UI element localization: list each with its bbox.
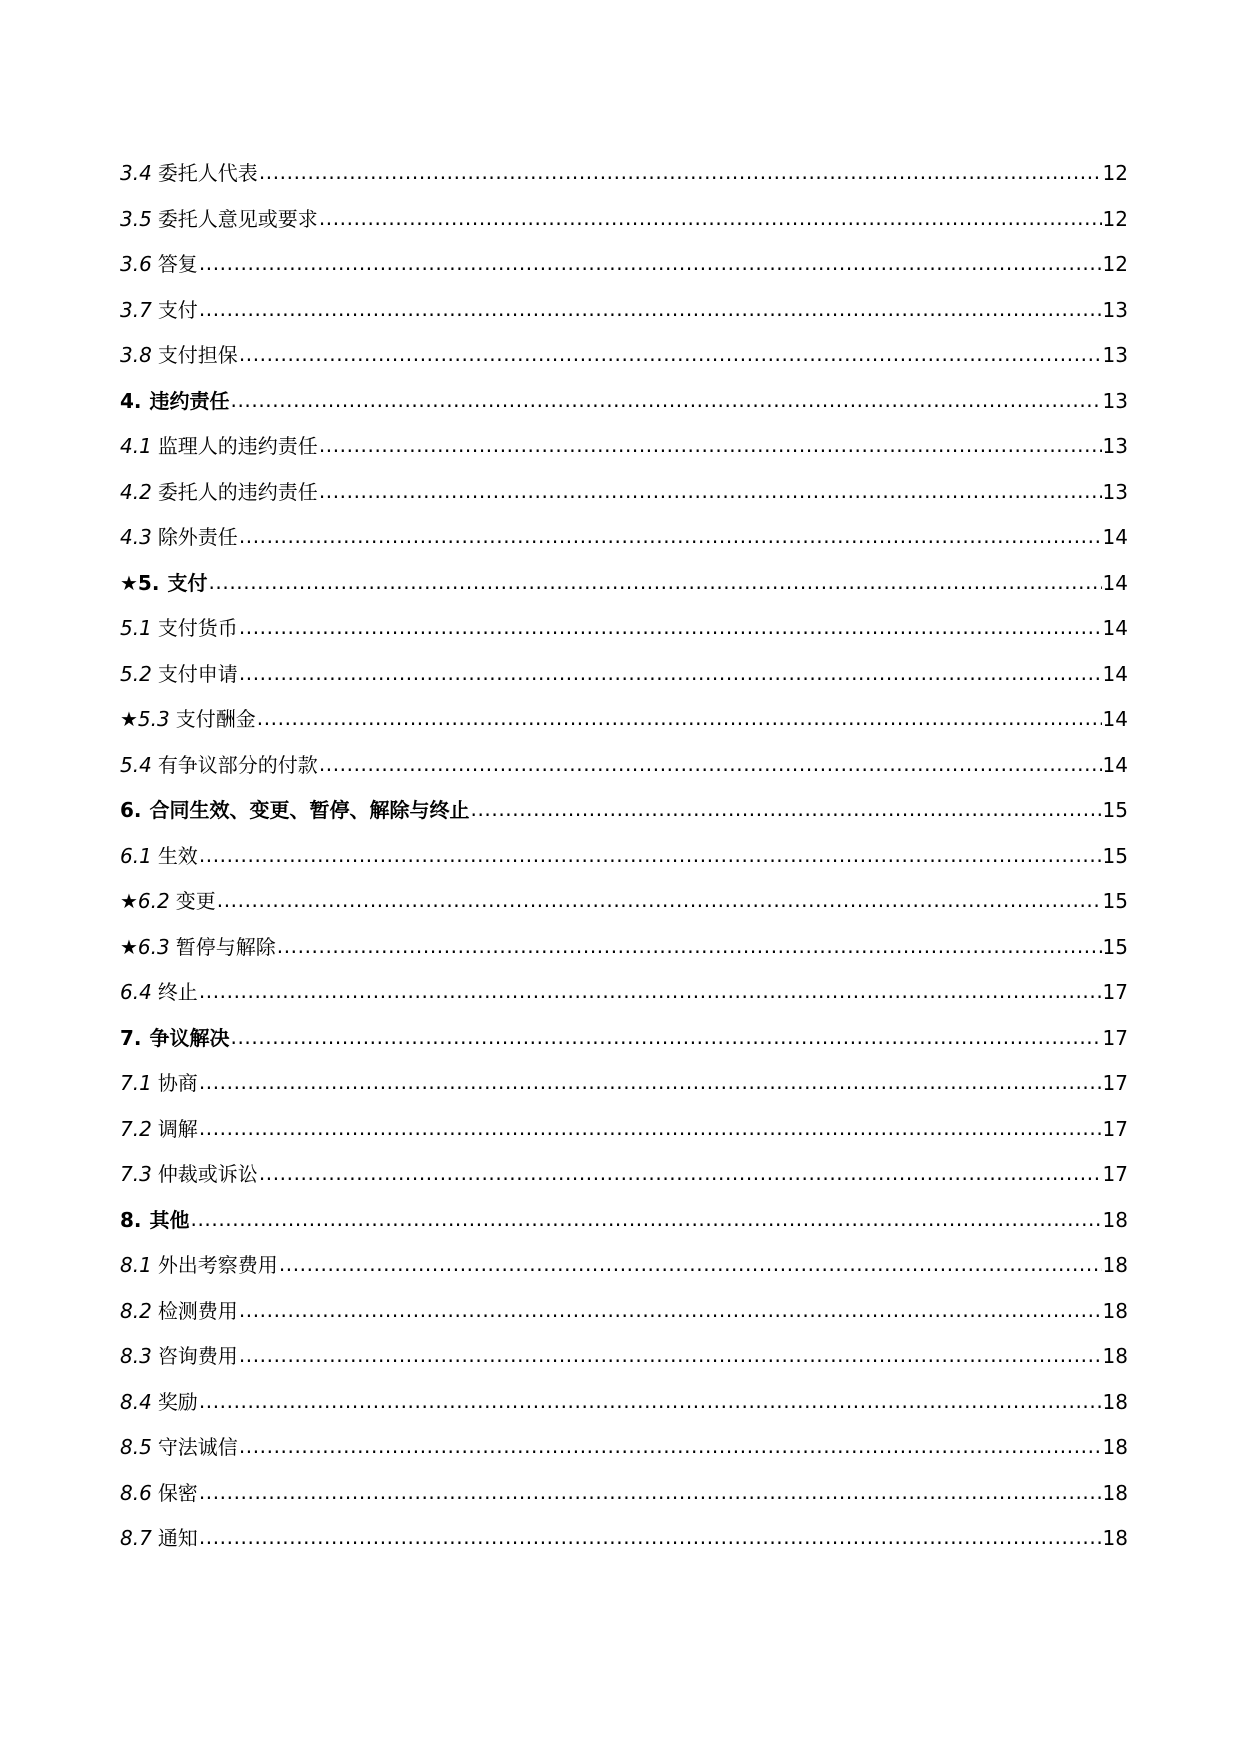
toc-dot-leader (239, 341, 1102, 367)
toc-dot-leader (199, 1388, 1102, 1414)
toc-page-number: 13 (1102, 297, 1128, 322)
toc-dot-leader (259, 159, 1102, 185)
toc-entry-number: 7. (120, 1025, 142, 1050)
toc-entry-number: 8.5 (120, 1435, 152, 1459)
toc-entry-number: 5.4 (120, 752, 152, 777)
toc-chapter-entry[interactable] (120, 1025, 1128, 1071)
toc-page-number: 15 (1102, 889, 1128, 913)
toc-page-number: 17 (1102, 980, 1128, 1004)
toc-section-entry[interactable] (120, 752, 1128, 798)
toc-dot-leader (239, 614, 1102, 640)
toc-entry-title: 暂停与解除 (175, 934, 276, 959)
toc-entry-number: ★6.3 (120, 934, 170, 959)
toc-dot-leader (279, 1251, 1102, 1277)
toc-dot-leader (257, 705, 1102, 731)
toc-entry-number: 3.8 (120, 343, 152, 367)
toc-section-entry[interactable] (120, 934, 1128, 980)
toc-section-entry[interactable] (120, 1343, 1128, 1389)
toc-page-number: 17 (1102, 1162, 1128, 1186)
toc-page-number: 13 (1102, 434, 1128, 458)
toc-entry-title: 仲裁或诉讼 (157, 1162, 258, 1186)
toc-entry-number: 6.1 (120, 843, 152, 868)
toc-page-number: 14 (1102, 525, 1128, 549)
toc-entry-title: 调解 (157, 1116, 198, 1141)
toc-dot-leader (239, 660, 1102, 686)
toc-section-entry[interactable] (120, 479, 1128, 525)
toc-entry-title: 生效 (157, 843, 198, 868)
toc-entry-title: 答复 (157, 252, 198, 276)
toc-page-number: 13 (1102, 343, 1128, 367)
toc-page-number: 12 (1102, 252, 1128, 276)
toc-entry-title: 支付申请 (157, 661, 238, 686)
toc-dot-leader (231, 1024, 1102, 1050)
toc-dot-leader (239, 1342, 1102, 1368)
toc-dot-leader (319, 751, 1102, 777)
toc-dot-leader (217, 887, 1102, 913)
toc-entry-title: 委托人的违约责任 (157, 479, 318, 504)
toc-entry-number: 4.3 (120, 525, 152, 549)
toc-dot-leader (277, 933, 1102, 959)
toc-section-entry[interactable] (120, 888, 1128, 934)
toc-section-entry[interactable] (120, 206, 1128, 252)
toc-section-entry[interactable] (120, 1525, 1128, 1571)
toc-entry-number: 3.6 (120, 252, 152, 276)
toc-dot-leader (231, 387, 1102, 413)
toc-entry-title: 支付 (167, 570, 208, 595)
toc-dot-leader (239, 1433, 1102, 1459)
toc-section-entry[interactable] (120, 342, 1128, 388)
toc-chapter-entry[interactable] (120, 1207, 1128, 1253)
toc-entry-title: 其他 (149, 1207, 190, 1232)
toc-dot-leader (199, 1069, 1102, 1095)
toc-page-number: 14 (1102, 661, 1128, 686)
toc-section-entry[interactable] (120, 1389, 1128, 1435)
toc-entry-title: 支付 (157, 297, 198, 322)
toc-chapter-entry[interactable] (120, 570, 1128, 616)
toc-section-entry[interactable] (120, 433, 1128, 479)
toc-page-number: 18 (1102, 1435, 1128, 1459)
toc-page-number: 12 (1102, 161, 1128, 185)
toc-entry-number: 8.3 (120, 1344, 152, 1368)
toc-dot-leader (199, 296, 1102, 322)
toc-page-number: 15 (1102, 798, 1128, 822)
toc-page-number: 13 (1102, 388, 1128, 413)
toc-entry-title: 支付货币 (157, 616, 238, 640)
toc-section-entry[interactable] (120, 843, 1128, 889)
toc-entry-title: 委托人代表 (157, 161, 258, 185)
toc-page-number: 13 (1102, 479, 1128, 504)
toc-entry-number: 4.2 (120, 479, 152, 504)
toc-page-number: 12 (1102, 206, 1128, 231)
toc-section-entry[interactable] (120, 297, 1128, 343)
toc-page-number: 15 (1102, 934, 1128, 959)
toc-page-number: 17 (1102, 1071, 1128, 1095)
toc-page-number: 17 (1102, 1116, 1128, 1141)
toc-dot-leader (239, 1297, 1102, 1323)
toc-entry-number: 6. (120, 798, 142, 822)
toc-chapter-entry[interactable] (120, 797, 1128, 843)
toc-entry-number: 7.1 (120, 1071, 152, 1095)
toc-page-number: 15 (1102, 843, 1128, 868)
toc-entry-title: 奖励 (157, 1389, 198, 1414)
toc-dot-leader (259, 1160, 1102, 1186)
toc-section-entry[interactable] (120, 661, 1128, 707)
toc-dot-leader (319, 478, 1102, 504)
toc-dot-leader (191, 1206, 1102, 1232)
toc-entry-number: ★6.2 (120, 889, 170, 913)
toc-entry-number: 4.1 (120, 434, 152, 458)
toc-entry-title: 外出考察费用 (157, 1253, 278, 1277)
toc-section-entry[interactable] (120, 706, 1128, 752)
toc-entry-number: 5.2 (120, 661, 152, 686)
toc-dot-leader (208, 569, 1101, 595)
toc-entry-number: ★5. (120, 570, 160, 595)
toc-page-number: 18 (1102, 1526, 1128, 1550)
toc-entry-number: 3.5 (120, 206, 152, 231)
toc-page-number: 18 (1102, 1480, 1128, 1505)
toc-page-number: 18 (1102, 1207, 1128, 1232)
toc-page-number: 14 (1102, 616, 1128, 640)
toc-entry-title: 协商 (157, 1071, 198, 1095)
toc-entry-number: 8.2 (120, 1298, 152, 1323)
toc-page-number: 18 (1102, 1344, 1128, 1368)
toc-page-number: 14 (1102, 707, 1128, 731)
toc-section-entry[interactable] (120, 160, 1128, 206)
toc-page-number: 18 (1102, 1389, 1128, 1414)
toc-entry-title: 委托人意见或要求 (157, 206, 318, 231)
toc-chapter-entry[interactable] (120, 388, 1128, 434)
toc-section-entry[interactable] (120, 1116, 1128, 1162)
toc-section-entry[interactable] (120, 251, 1128, 297)
toc-entry-title: 变更 (175, 889, 216, 913)
toc-entry-title: 违约责任 (149, 388, 230, 413)
toc-page-number: 18 (1102, 1253, 1128, 1277)
toc-entry-title: 争议解决 (149, 1025, 230, 1050)
toc-page-number: 18 (1102, 1298, 1128, 1323)
toc-entry-title: 检测费用 (157, 1298, 238, 1323)
toc-entry-title: 守法诚信 (157, 1435, 238, 1459)
toc-entry-title: 合同生效、变更、暂停、解除与终止 (149, 798, 470, 822)
toc-dot-leader (319, 432, 1102, 458)
toc-entry-number: 4. (120, 388, 142, 413)
toc-entry-title: 咨询费用 (157, 1344, 238, 1368)
toc-entry-number: 8.7 (120, 1526, 152, 1550)
toc-section-entry[interactable] (120, 1070, 1128, 1116)
toc-entry-title: 终止 (157, 980, 198, 1004)
toc-entry-title: 支付担保 (157, 343, 238, 367)
toc-entry-number: 5.1 (120, 616, 152, 640)
toc-section-entry[interactable] (120, 979, 1128, 1025)
toc-section-entry[interactable] (120, 1480, 1128, 1526)
toc-entry-title: 除外责任 (157, 525, 238, 549)
toc-entry-number: 8. (120, 1207, 142, 1232)
toc-page-number: 17 (1102, 1025, 1128, 1050)
toc-entry-number: 7.3 (120, 1162, 152, 1186)
toc-entry-title: 支付酬金 (175, 707, 256, 731)
toc-section-entry[interactable] (120, 1161, 1128, 1207)
toc-dot-leader (239, 523, 1102, 549)
toc-dot-leader (199, 1524, 1102, 1550)
toc-entry-number: 3.7 (120, 297, 152, 322)
toc-entry-number: 3.4 (120, 161, 152, 185)
toc-dot-leader (319, 205, 1102, 231)
toc-section-entry[interactable] (120, 1252, 1128, 1298)
toc-entry-number: 7.2 (120, 1116, 152, 1141)
toc-entry-number: 8.4 (120, 1389, 152, 1414)
toc-dot-leader (471, 796, 1102, 822)
toc-entry-number: 6.4 (120, 980, 152, 1004)
toc-dot-leader (199, 978, 1102, 1004)
table-of-contents (120, 160, 1128, 1571)
toc-entry-title: 通知 (157, 1526, 198, 1550)
toc-dot-leader (199, 1115, 1102, 1141)
toc-entry-number: ★5.3 (120, 707, 170, 731)
toc-entry-number: 8.6 (120, 1480, 152, 1505)
toc-section-entry[interactable] (120, 1298, 1128, 1344)
toc-entry-title: 保密 (157, 1480, 198, 1505)
toc-section-entry[interactable] (120, 1434, 1128, 1480)
toc-dot-leader (199, 250, 1102, 276)
toc-entry-number: 8.1 (120, 1253, 152, 1277)
toc-page-number: 14 (1102, 752, 1128, 777)
toc-entry-title: 监理人的违约责任 (157, 434, 318, 458)
toc-page-number: 14 (1102, 570, 1128, 595)
toc-section-entry[interactable] (120, 615, 1128, 661)
toc-dot-leader (199, 1479, 1102, 1505)
toc-dot-leader (199, 842, 1102, 868)
toc-entry-title: 有争议部分的付款 (157, 752, 318, 777)
toc-section-entry[interactable] (120, 524, 1128, 570)
